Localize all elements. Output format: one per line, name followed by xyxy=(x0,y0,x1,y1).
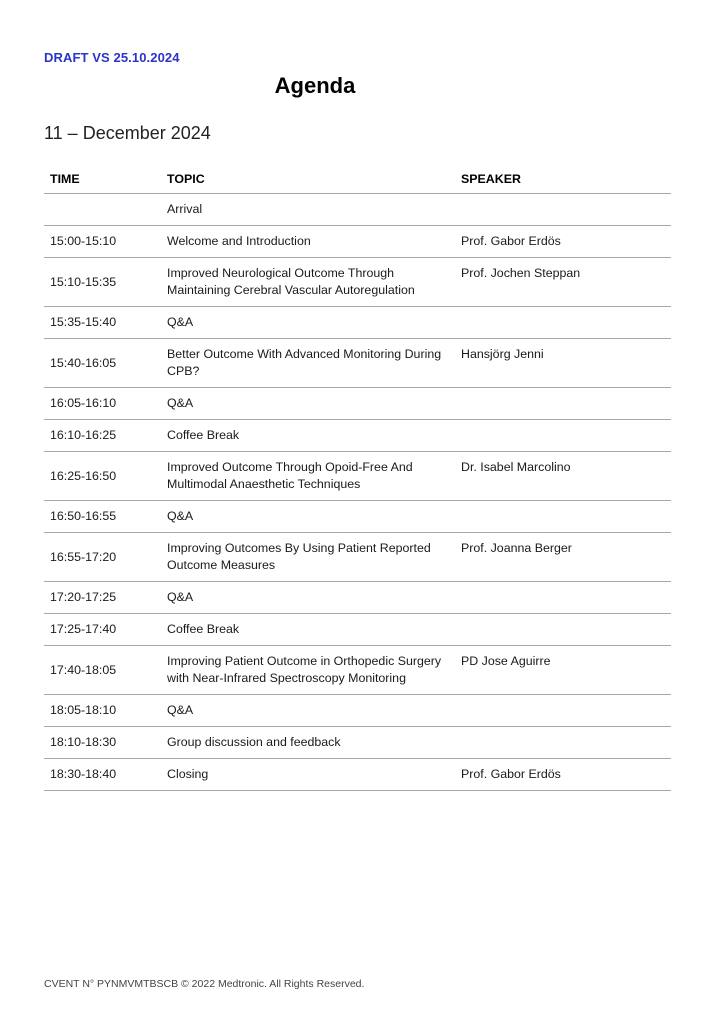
speaker-cell xyxy=(455,695,671,727)
agenda-body xyxy=(44,194,671,791)
time-cell: 17:25-17:40 xyxy=(44,614,161,646)
table-row xyxy=(44,501,671,533)
time-cell: 15:35-15:40 xyxy=(44,307,161,339)
speaker-cell xyxy=(455,582,671,614)
table-row xyxy=(44,339,671,388)
topic-cell: Welcome and Introduction xyxy=(161,226,455,258)
column-header-topic: TOPIC xyxy=(161,163,455,194)
speaker-cell: Prof. Gabor Erdös xyxy=(455,226,671,258)
table-row xyxy=(44,614,671,646)
topic-cell: Q&A xyxy=(161,307,455,339)
footer-copyright: CVENT N° PYNMVMTBSCB © 2022 Medtronic. All Rights Reserved. xyxy=(44,978,365,990)
topic-cell: Q&A xyxy=(161,695,455,727)
speaker-cell xyxy=(455,388,671,420)
time-cell: 18:30-18:40 xyxy=(44,759,161,791)
topic-cell: Improved Neurological Outcome Through Maintaining Cerebral Vascular Autoregulation xyxy=(161,258,455,307)
table-row xyxy=(44,194,671,226)
time-cell: 16:50-16:55 xyxy=(44,501,161,533)
time-cell: 18:10-18:30 xyxy=(44,727,161,759)
table-row xyxy=(44,533,671,582)
topic-cell: Q&A xyxy=(161,582,455,614)
table-row xyxy=(44,307,671,339)
time-cell: 16:05-16:10 xyxy=(44,388,161,420)
speaker-cell: Hansjörg Jenni xyxy=(455,339,671,388)
speaker-cell: Prof. Jochen Steppan xyxy=(455,258,671,307)
draft-label: DRAFT VS 25.10.2024 xyxy=(44,50,180,65)
table-row xyxy=(44,759,671,791)
time-cell: 16:25-16:50 xyxy=(44,452,161,501)
topic-cell: Coffee Break xyxy=(161,614,455,646)
page-title: Agenda xyxy=(274,73,356,98)
table-row xyxy=(44,695,671,727)
table-row xyxy=(44,727,671,759)
time-cell: 18:05-18:10 xyxy=(44,695,161,727)
speaker-cell: PD Jose Aguirre xyxy=(455,646,671,695)
agenda-header-row xyxy=(44,163,671,194)
topic-cell: Q&A xyxy=(161,388,455,420)
time-cell xyxy=(44,194,161,226)
topic-cell: Improving Patient Outcome in Orthopedic Surgery with Near-Infrared Spectroscopy Monitoring xyxy=(161,646,455,695)
time-cell: 15:00-15:10 xyxy=(44,226,161,258)
column-header-speaker: SPEAKER xyxy=(455,163,671,194)
table-row xyxy=(44,388,671,420)
speaker-cell xyxy=(455,194,671,226)
topic-cell: Improved Outcome Through Opoid-Free And Multimodal Anaesthetic Techniques xyxy=(161,452,455,501)
table-row xyxy=(44,258,671,307)
speaker-cell: Dr. Isabel Marcolino xyxy=(455,452,671,501)
time-cell: 17:40-18:05 xyxy=(44,646,161,695)
column-header-time: TIME xyxy=(44,163,161,194)
table-row xyxy=(44,452,671,501)
speaker-cell xyxy=(455,420,671,452)
time-cell: 16:10-16:25 xyxy=(44,420,161,452)
topic-cell: Q&A xyxy=(161,501,455,533)
speaker-cell xyxy=(455,727,671,759)
topic-cell: Arrival xyxy=(161,194,455,226)
topic-cell: Better Outcome With Advanced Monitoring During CPB? xyxy=(161,339,455,388)
table-row xyxy=(44,582,671,614)
table-row xyxy=(44,420,671,452)
time-cell: 15:10-15:35 xyxy=(44,258,161,307)
table-row xyxy=(44,226,671,258)
speaker-cell xyxy=(455,501,671,533)
speaker-cell: Prof. Joanna Berger xyxy=(455,533,671,582)
speaker-cell xyxy=(455,307,671,339)
topic-cell: Closing xyxy=(161,759,455,791)
event-date: 11 – December 2024 xyxy=(44,123,211,143)
table-row xyxy=(44,646,671,695)
time-cell: 17:20-17:25 xyxy=(44,582,161,614)
agenda-table xyxy=(44,163,671,791)
topic-cell: Group discussion and feedback xyxy=(161,727,455,759)
topic-cell: Improving Outcomes By Using Patient Reported Outcome Measures xyxy=(161,533,455,582)
speaker-cell: Prof. Gabor Erdös xyxy=(455,759,671,791)
topic-cell: Coffee Break xyxy=(161,420,455,452)
time-cell: 16:55-17:20 xyxy=(44,533,161,582)
speaker-cell xyxy=(455,614,671,646)
time-cell: 15:40-16:05 xyxy=(44,339,161,388)
